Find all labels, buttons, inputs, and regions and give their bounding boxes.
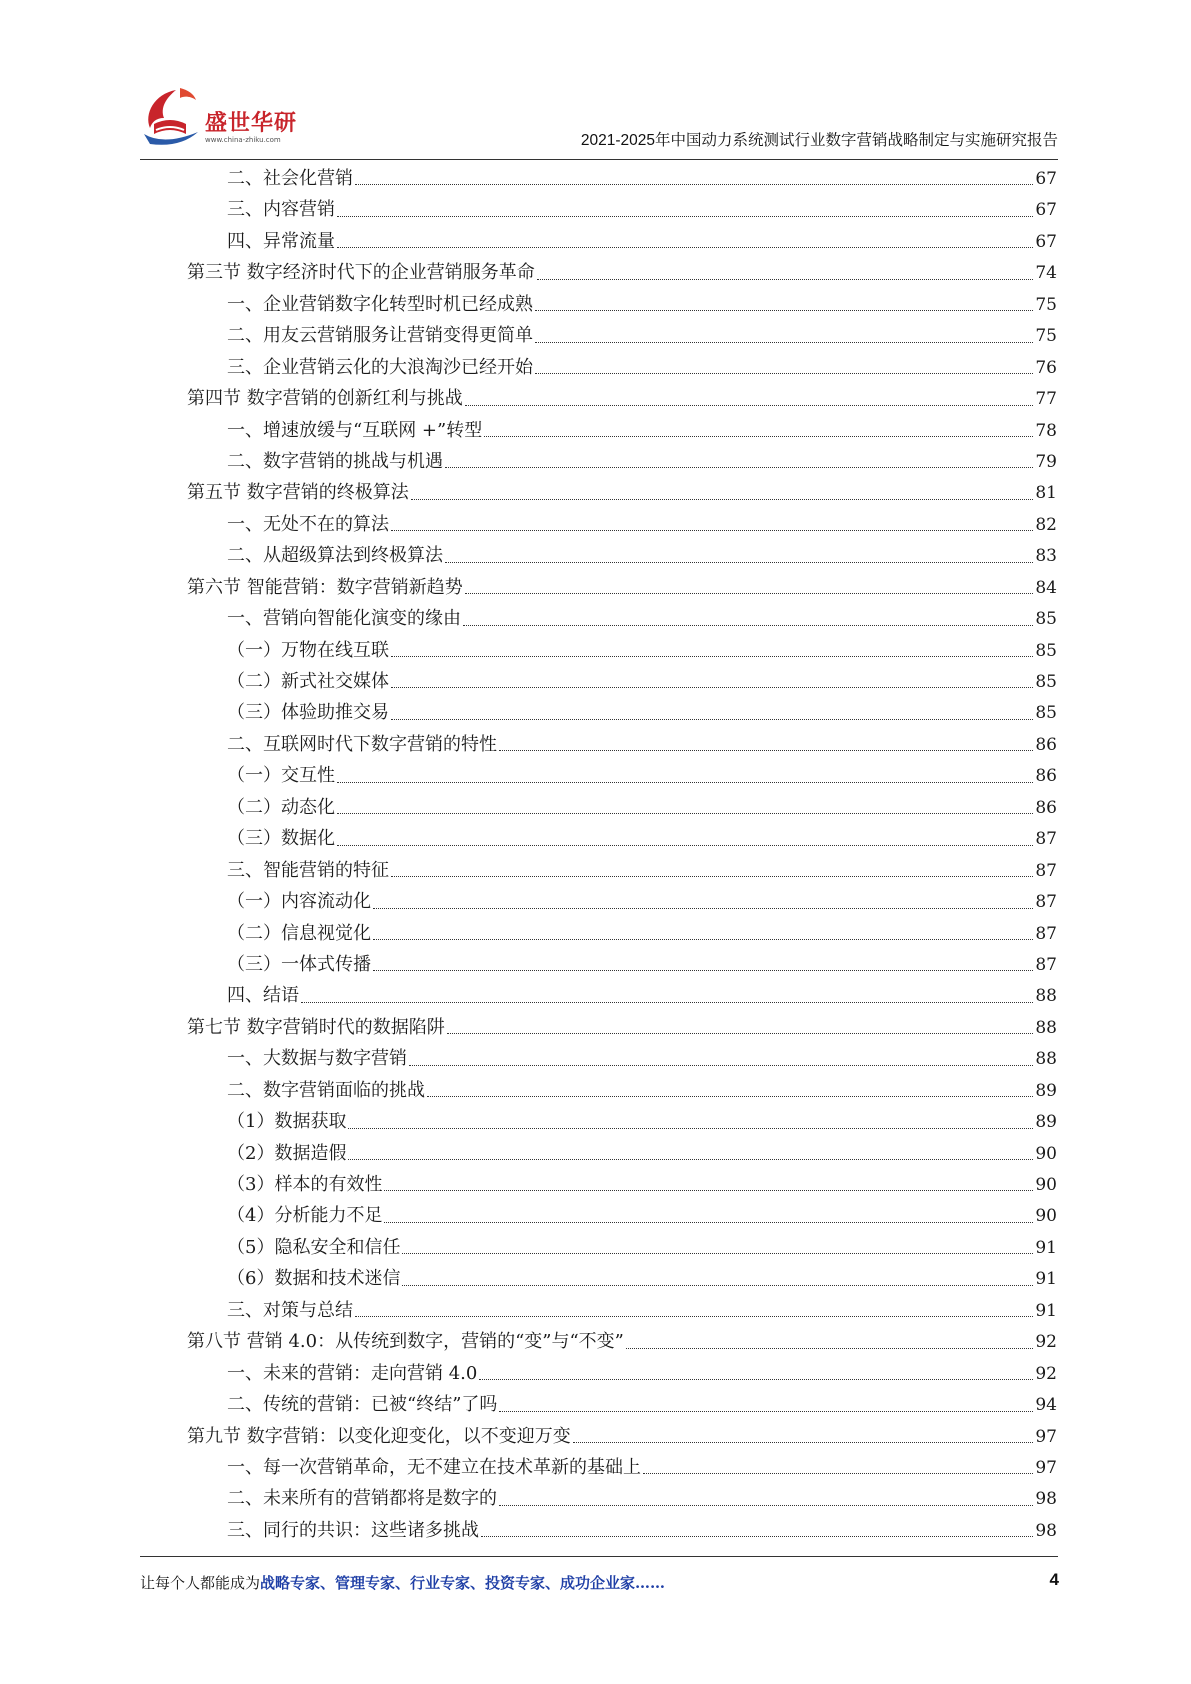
toc-entry[interactable] [187,603,1057,634]
toc-entry-title: （6）数据和技术迷信 [227,1268,401,1290]
toc-leader-dots [481,1535,1033,1537]
toc-entry[interactable] [187,666,1057,697]
toc-leader-dots [409,1064,1033,1066]
toc-entry[interactable] [187,446,1057,477]
toc-entry-title: 一、增速放缓与“互联网 +”转型 [227,419,483,441]
toc-leader-dots [391,718,1033,720]
toc-leader-dots [465,404,1034,406]
toc-entry-title: （一）万物在线互联 [227,639,389,661]
toc-entry[interactable] [187,383,1057,414]
toc-entry-page: 90 [1035,1175,1057,1195]
toc-entry-title: 第六节 智能营销：数字营销新趋势 [187,576,463,598]
toc-entry[interactable] [187,918,1057,949]
toc-entry-page: 97 [1035,1457,1057,1478]
toc-entry-title: （二）信息视觉化 [227,922,371,944]
toc-entry-title: 第八节 营销 4.0：从传统到数字，营销的“变”与“不变” [187,1331,624,1353]
toc-entry[interactable] [187,1200,1057,1231]
toc-entry[interactable] [187,540,1057,571]
toc-leader-dots [479,1378,1033,1380]
toc-leader-dots [573,1441,1034,1443]
toc-entry-page: 97 [1035,1426,1057,1447]
toc-leader-dots [537,278,1034,280]
toc-entry-page: 81 [1035,483,1057,504]
toc-entry[interactable] [187,320,1057,351]
toc-entry-title: 第三节 数字经济时代下的企业营销服务革命 [187,262,535,284]
toc-entry-title: （5）隐私安全和信任 [227,1236,401,1258]
toc-entry-page: 90 [1035,1206,1057,1227]
toc-leader-dots [445,466,1033,468]
toc-entry-page: 85 [1035,609,1057,630]
page-header [140,78,1058,160]
toc-entry-page: 67 [1035,231,1057,252]
toc-entry-page: 89 [1035,1080,1057,1101]
toc-entry-title: 一、企业营销数字化转型时机已经成熟 [227,293,533,315]
toc-entry-page: 83 [1035,546,1057,567]
toc-entry-title: 三、对策与总结 [227,1299,353,1321]
toc-leader-dots [391,686,1033,688]
toc-entry-title: 一、营销向智能化演变的缘由 [227,608,461,630]
toc-entry-page: 67 [1035,200,1057,221]
toc-leader-dots [535,372,1033,374]
toc-leader-dots [355,1315,1033,1317]
slogan-highlight: 战略专家、管理专家、行业专家、投资专家、成功企业家…… [260,1574,666,1592]
toc-leader-dots [626,1347,1033,1349]
table-of-contents [187,163,1057,1546]
toc-entry-page: 84 [1035,577,1057,598]
toc-entry-page: 92 [1035,1332,1057,1353]
toc-entry[interactable] [187,1232,1057,1263]
logo-emblem-icon [140,84,204,150]
toc-entry[interactable] [187,257,1057,288]
toc-entry[interactable] [187,1169,1057,1200]
toc-leader-dots [337,215,1033,217]
toc-entry-page: 91 [1035,1269,1057,1290]
toc-leader-dots [373,938,1033,940]
toc-entry[interactable] [187,949,1057,980]
toc-entry-title: 二、从超级算法到终极算法 [227,545,443,567]
toc-entry-title: 二、数字营销的挑战与机遇 [227,450,443,472]
toc-entry-page: 67 [1035,169,1057,189]
toc-entry-page: 86 [1035,766,1057,787]
toc-entry-page: 85 [1035,703,1057,724]
toc-entry[interactable] [187,823,1057,854]
toc-entry-title: （4）分析能力不足 [227,1205,383,1227]
toc-entry-title: 三、企业营销云化的大浪淘沙已经开始 [227,356,533,378]
toc-leader-dots [499,1504,1033,1506]
toc-entry[interactable] [187,1043,1057,1074]
toc-entry[interactable] [187,572,1057,603]
toc-entry[interactable] [187,352,1057,383]
slogan-prefix: 让每个人都能成为 [140,1574,261,1592]
toc-entry[interactable] [187,509,1057,540]
toc-entry[interactable] [187,1295,1057,1326]
toc-entry-page: 85 [1035,640,1057,661]
toc-entry[interactable] [187,1075,1057,1106]
toc-entry-title: 一、无处不在的算法 [227,513,389,535]
logo-url: www.china-zhiku.com [205,136,281,144]
toc-leader-dots [337,246,1033,248]
toc-leader-dots [301,1001,1033,1003]
toc-entry-page: 91 [1035,1300,1057,1321]
toc-entry[interactable] [187,226,1057,257]
toc-entry-page: 74 [1035,263,1057,284]
toc-entry-title: 一、未来的营销：走向营销 4.0 [227,1362,478,1384]
toc-leader-dots [384,1221,1033,1223]
toc-entry-title: 二、互联网时代下数字营销的特性 [227,733,497,755]
toc-entry-page: 88 [1035,1017,1057,1038]
toc-entry-page: 82 [1035,514,1057,535]
toc-entry-page: 92 [1035,1363,1057,1384]
footer-divider [140,1556,1058,1557]
toc-entry-page: 94 [1035,1395,1057,1416]
toc-leader-dots [391,875,1033,877]
toc-entry-title: （一）交互性 [227,765,335,787]
toc-entry[interactable] [187,886,1057,917]
toc-entry[interactable] [187,1106,1057,1137]
toc-entry-page: 79 [1035,451,1057,472]
toc-entry-page: 87 [1035,892,1057,913]
toc-entry[interactable] [187,697,1057,728]
toc-entry-page: 91 [1035,1237,1057,1258]
toc-entry-title: 四、结语 [227,985,299,1007]
toc-entry-page: 89 [1035,1112,1057,1133]
toc-entry-title: （二）动态化 [227,796,335,818]
toc-entry-title: 第九节 数字营销：以变化迎变化，以不变迎万变 [187,1425,571,1447]
toc-entry-title: 二、传统的营销：已被“终结”了吗 [227,1394,498,1416]
toc-entry[interactable] [187,1358,1057,1389]
toc-entry-page: 90 [1035,1143,1057,1164]
toc-entry-page: 86 [1035,797,1057,818]
toc-entry-title: （1）数据获取 [227,1111,347,1133]
toc-entry[interactable] [187,760,1057,791]
toc-leader-dots [402,1252,1033,1254]
toc-leader-dots [373,969,1033,971]
toc-entry-page: 87 [1035,860,1057,881]
toc-leader-dots [391,655,1033,657]
toc-entry-page: 75 [1035,326,1057,347]
toc-leader-dots [391,529,1033,531]
toc-entry-title: （3）样本的有效性 [227,1174,383,1195]
toc-leader-dots [337,781,1033,783]
toc-leader-dots [499,1410,1033,1412]
toc-entry-title: （三）体验助推交易 [227,702,389,724]
toc-entry[interactable] [187,1483,1057,1514]
toc-leader-dots [535,341,1033,343]
toc-entry-page: 75 [1035,294,1057,315]
toc-leader-dots [445,561,1033,563]
toc-entry[interactable] [187,477,1057,508]
toc-entry[interactable] [187,1515,1057,1546]
toc-entry[interactable] [187,1012,1057,1043]
toc-entry-title: 三、内容营销 [227,199,335,221]
toc-leader-dots [337,812,1033,814]
toc-entry[interactable] [187,1263,1057,1294]
toc-entry[interactable] [187,1421,1057,1452]
toc-leader-dots [402,1284,1033,1286]
toc-entry-title: 二、未来所有的营销都将是数字的 [227,1488,497,1510]
toc-entry-title: （三）一体式传播 [227,953,371,975]
toc-entry[interactable] [187,1452,1057,1483]
toc-entry[interactable] [187,635,1057,666]
toc-leader-dots [465,592,1034,594]
toc-leader-dots [484,435,1033,437]
toc-leader-dots [348,1158,1033,1160]
toc-entry[interactable] [187,1326,1057,1357]
toc-entry[interactable] [187,792,1057,823]
report-title: 2021-2025年中国动力系统测试行业数字营销战略制定与实施研究报告 [580,132,1058,149]
toc-entry-page: 88 [1035,986,1057,1007]
toc-entry-title: 第七节 数字营销时代的数据陷阱 [187,1016,445,1038]
toc-entry-page: 87 [1035,829,1057,850]
toc-entry-page: 86 [1035,734,1057,755]
logo-name: 盛世华研 [205,111,298,136]
toc-entry[interactable] [187,729,1057,760]
toc-entry-title: 二、社会化营销 [227,168,353,189]
toc-entry-page: 87 [1035,954,1057,975]
toc-entry-title: 四、异常流量 [227,230,335,252]
toc-entry-title: （一）内容流动化 [227,891,371,913]
toc-entry-title: 二、数字营销面临的挑战 [227,1079,425,1101]
toc-entry-page: 88 [1035,1049,1057,1070]
toc-entry-page: 77 [1035,389,1057,410]
toc-leader-dots [348,1127,1033,1129]
toc-entry-title: 一、每一次营销革命，无不建立在技术革新的基础上 [227,1456,641,1478]
toc-entry-title: 第四节 数字营销的创新红利与挑战 [187,388,463,410]
toc-leader-dots [373,907,1033,909]
company-logo [140,84,320,154]
page-number: 4 [1049,1570,1059,1589]
toc-leader-dots [447,1032,1034,1034]
toc-leader-dots [535,309,1033,311]
toc-entry-page: 76 [1035,357,1057,378]
toc-entry-title: （三）数据化 [227,828,335,850]
toc-leader-dots [427,1095,1033,1097]
toc-entry[interactable] [187,289,1057,320]
footer-slogan [140,1572,665,1593]
toc-entry-page: 78 [1035,420,1057,441]
header-divider [140,159,1058,160]
toc-entry-page: 98 [1035,1520,1057,1541]
toc-entry-page: 85 [1035,672,1057,692]
toc-entry-title: 一、大数据与数字营销 [227,1048,407,1070]
toc-entry[interactable] [187,163,1057,194]
toc-entry[interactable] [187,415,1057,446]
toc-entry-page: 98 [1035,1489,1057,1510]
toc-entry[interactable] [187,1389,1057,1420]
toc-leader-dots [337,844,1033,846]
toc-entry[interactable] [187,855,1057,886]
toc-entry-page: 87 [1035,923,1057,944]
toc-leader-dots [463,624,1033,626]
toc-entry-title: （2）数据造假 [227,1142,347,1164]
toc-entry-title: 三、智能营销的特征 [227,859,389,881]
toc-entry-title: 二、用友云营销服务让营销变得更简单 [227,325,533,347]
toc-leader-dots [643,1472,1033,1474]
toc-leader-dots [411,498,1034,500]
toc-entry[interactable] [187,1138,1057,1169]
toc-entry[interactable] [187,980,1057,1011]
toc-entry-title: （二）新式社交媒体 [227,671,389,692]
toc-entry[interactable] [187,194,1057,225]
toc-leader-dots [355,183,1033,185]
toc-leader-dots [499,749,1033,751]
toc-entry-title: 第五节 数字营销的终极算法 [187,482,409,504]
toc-leader-dots [384,1189,1033,1191]
toc-entry-title: 三、同行的共识：这些诸多挑战 [227,1519,479,1541]
